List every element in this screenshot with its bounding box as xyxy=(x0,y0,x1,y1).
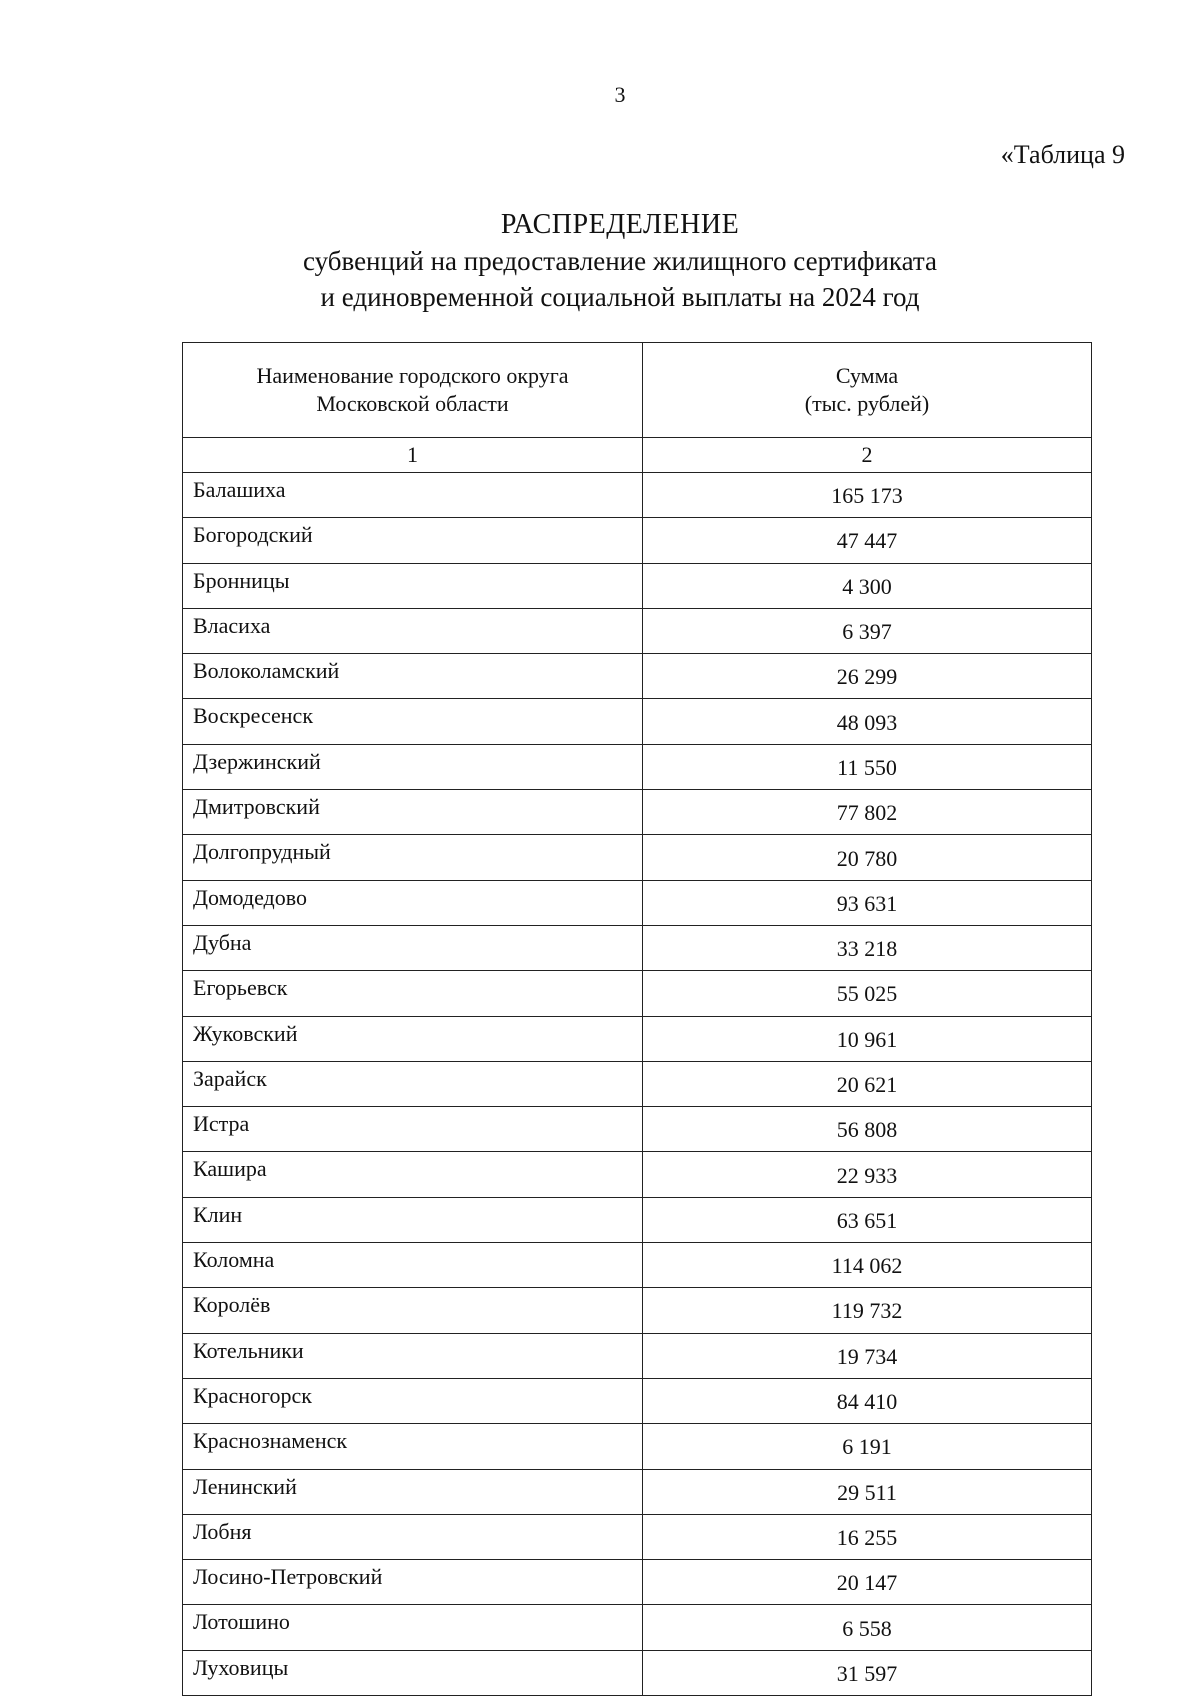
district-name-cell: Власиха xyxy=(183,608,643,653)
sum-cell: 6 558 xyxy=(643,1605,1092,1650)
district-name-cell: Долгопрудный xyxy=(183,835,643,880)
district-name-cell: Домодедово xyxy=(183,880,643,925)
district-name-cell: Истра xyxy=(183,1107,643,1152)
sum-cell: 29 511 xyxy=(643,1469,1092,1514)
header-district xyxy=(183,343,643,438)
table-row xyxy=(183,1288,1092,1333)
district-name-cell: Дубна xyxy=(183,925,643,970)
table-label: «Таблица 9 xyxy=(1000,140,1125,169)
district-name-cell: Лобня xyxy=(183,1514,643,1559)
sum-cell: 33 218 xyxy=(643,925,1092,970)
district-name-cell: Бронницы xyxy=(183,563,643,608)
header-district-line-2: Московской области xyxy=(316,391,509,416)
table-row xyxy=(183,1107,1092,1152)
table-row xyxy=(183,1016,1092,1061)
sum-cell: 47 447 xyxy=(643,518,1092,563)
district-name-cell: Ленинский xyxy=(183,1469,643,1514)
sum-cell: 10 961 xyxy=(643,1016,1092,1061)
table-header-row xyxy=(183,343,1092,438)
table-row xyxy=(183,1605,1092,1650)
district-name-cell: Луховицы xyxy=(183,1650,643,1695)
table-row xyxy=(183,1469,1092,1514)
district-name-cell: Волоколамский xyxy=(183,654,643,699)
sum-cell: 93 631 xyxy=(643,880,1092,925)
district-name-cell: Королёв xyxy=(183,1288,643,1333)
table-row xyxy=(183,925,1092,970)
district-name-cell: Котельники xyxy=(183,1333,643,1378)
sum-cell: 31 597 xyxy=(643,1650,1092,1695)
sum-cell: 19 734 xyxy=(643,1333,1092,1378)
sum-cell: 165 173 xyxy=(643,473,1092,518)
distribution-table xyxy=(182,342,1092,1696)
district-name-cell: Дмитровский xyxy=(183,790,643,835)
sum-cell: 114 062 xyxy=(643,1243,1092,1288)
sum-cell: 20 780 xyxy=(643,835,1092,880)
page-number: 3 xyxy=(614,82,626,107)
heading-line-1: субвенций на предоставление жилищного сертификата xyxy=(302,246,938,276)
table-row xyxy=(183,1514,1092,1559)
district-name-cell: Воскресенск xyxy=(183,699,643,744)
table-row xyxy=(183,790,1092,835)
sum-cell: 20 147 xyxy=(643,1560,1092,1605)
heading-title: РАСПРЕДЕЛЕНИЕ xyxy=(500,209,740,240)
sum-cell: 63 651 xyxy=(643,1197,1092,1242)
table-row xyxy=(183,1061,1092,1106)
table-row xyxy=(183,835,1092,880)
district-name-cell: Лотошино xyxy=(183,1605,643,1650)
district-name-cell: Жуковский xyxy=(183,1016,643,1061)
sum-cell: 56 808 xyxy=(643,1107,1092,1152)
sum-cell: 11 550 xyxy=(643,744,1092,789)
sum-cell: 4 300 xyxy=(643,563,1092,608)
table-row xyxy=(183,518,1092,563)
sum-cell: 84 410 xyxy=(643,1378,1092,1423)
district-name-cell: Коломна xyxy=(183,1243,643,1288)
sum-cell: 6 191 xyxy=(643,1424,1092,1469)
column-number-2: 2 xyxy=(643,438,1092,473)
district-name-cell: Кашира xyxy=(183,1152,643,1197)
header-district-line-1: Наименование городского округа xyxy=(256,363,569,388)
column-number-1: 1 xyxy=(183,438,643,473)
table-row xyxy=(183,880,1092,925)
table-row xyxy=(183,1197,1092,1242)
header-sum-line-1: Сумма xyxy=(835,363,899,388)
sum-cell: 16 255 xyxy=(643,1514,1092,1559)
district-name-cell: Егорьевск xyxy=(183,971,643,1016)
header-sum xyxy=(643,343,1092,438)
sum-cell: 77 802 xyxy=(643,790,1092,835)
table-row xyxy=(183,744,1092,789)
sum-cell: 55 025 xyxy=(643,971,1092,1016)
table-row xyxy=(183,1333,1092,1378)
table-row xyxy=(183,1152,1092,1197)
header-sum-line-2: (тыс. рублей) xyxy=(804,391,930,416)
district-name-cell: Богородский xyxy=(183,518,643,563)
sum-cell: 20 621 xyxy=(643,1061,1092,1106)
sum-cell: 26 299 xyxy=(643,654,1092,699)
table-row xyxy=(183,1378,1092,1423)
table-row xyxy=(183,699,1092,744)
sum-cell: 22 933 xyxy=(643,1152,1092,1197)
table-row xyxy=(183,1243,1092,1288)
district-name-cell: Дзержинский xyxy=(183,744,643,789)
sum-cell: 6 397 xyxy=(643,608,1092,653)
district-name-cell: Краснознаменск xyxy=(183,1424,643,1469)
sum-cell: 119 732 xyxy=(643,1288,1092,1333)
sum-cell: 48 093 xyxy=(643,699,1092,744)
table-row xyxy=(183,1650,1092,1695)
district-name-cell: Зарайск xyxy=(183,1061,643,1106)
district-name-cell: Клин xyxy=(183,1197,643,1242)
column-number-row xyxy=(183,438,1092,473)
table-row xyxy=(183,1560,1092,1605)
district-name-cell: Балашиха xyxy=(183,473,643,518)
heading-line-2: и единовременной социальной выплаты на 2024 год xyxy=(320,282,920,312)
table-row xyxy=(183,971,1092,1016)
table-row xyxy=(183,654,1092,699)
table-row xyxy=(183,563,1092,608)
table-row xyxy=(183,608,1092,653)
table-row xyxy=(183,1424,1092,1469)
district-name-cell: Лосино-Петровский xyxy=(183,1560,643,1605)
district-name-cell: Красногорск xyxy=(183,1378,643,1423)
document-heading xyxy=(0,207,1200,315)
table-row xyxy=(183,473,1092,518)
